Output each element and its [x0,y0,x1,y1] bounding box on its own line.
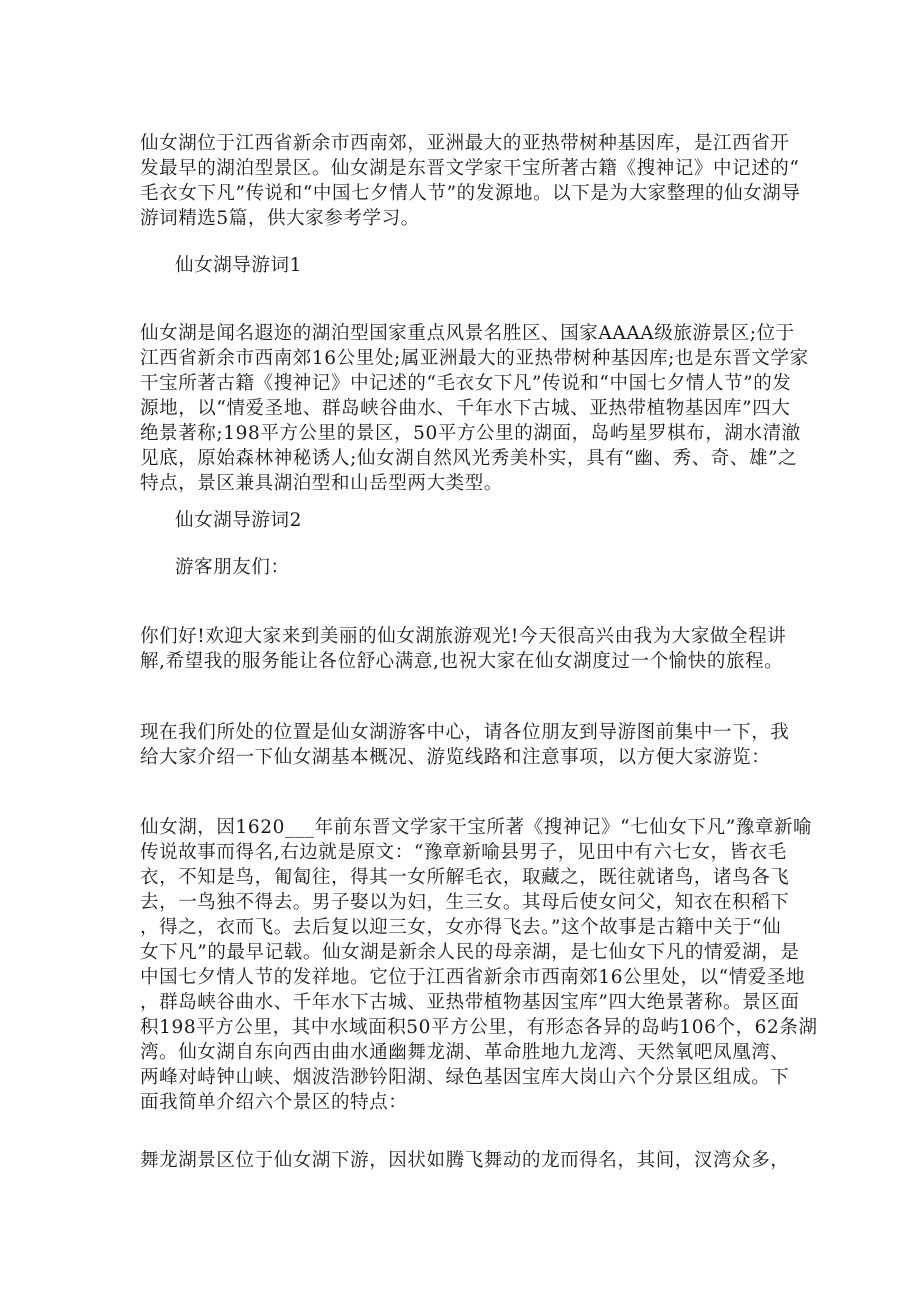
section3-paragraph [140,720,790,770]
greeting-text: 游客朋友们： [175,557,290,578]
heading-text: 仙女湖导游词2 [175,510,302,531]
text-line: 源地，以“情爱圣地、群岛峡谷曲水、千年水下古城、亚热带植物基因库”四大 [140,398,791,419]
section2-paragraph [140,624,790,674]
text-line: 江西省新余市西南郊16公里处;属亚洲最大的亚热带树种基因库;也是东晋文学家 [140,348,809,369]
text-line: 衣，不知是鸟，匍匐往，得其一女所解毛衣，取藏之，既往就诸鸟，诸鸟各飞 [140,867,790,888]
section-heading-2 [175,508,825,533]
text-line: 你们好!欢迎大家来到美丽的仙女湖旅游观光!今天很高兴由我为大家做全程讲 [140,626,787,647]
heading-text: 仙女湖导游词1 [175,255,302,276]
text-line: 仙女湖，因1620___年前东晋文学家干宝所著《搜神记》“七仙女下凡”豫章新喻 [140,817,813,838]
text-line: 毛衣女下凡”传说和“中国七夕情人节”的发源地。以下是为大家整理的仙女湖导 [140,183,801,204]
text-line: 给大家介绍一下仙女湖基本概况、游览线路和注意事项，以方便大家游览： [140,747,771,768]
text-line: 女下凡”的最早记载。仙女湖是新余人民的母亲湖，是七仙女下凡的情爱湖，是 [140,942,800,963]
text-line: 仙女湖位于江西省新余市西南郊，亚洲最大的亚热带树种基因库，是江西省开 [140,133,790,154]
text-line: 中国七夕情人节的发祥地。它位于江西省新余市西南郊16公里处，以“情爱圣地 [140,967,806,988]
section1-paragraph [140,321,809,496]
intro-paragraph [140,131,801,231]
text-line: 舞龙湖景区位于仙女湖下游，因状如腾飞舞动的龙而得名，其间，汊湾众多， [140,1150,790,1171]
text-line: 仙女湖是闻名遐迩的湖泊型国家重点风景名胜区、国家AAAA级旅游景区;位于 [140,323,795,344]
greeting [175,555,825,580]
text-line: 游词精选5篇，供大家参考学习。 [140,208,420,229]
text-line: 去，一鸟独不得去。男子娶以为妇，生三女。其母后使女问父，知衣在积稻下 [140,892,790,913]
text-line: ，得之，衣而飞。去后复以迎三女，女亦得飞去。”这个故事是古籍中关于“仙 [140,917,782,938]
text-line: 两峰对峙钟山峡、烟波浩渺钤阳湖、绿色基因宝库大岗山六个分景区组成。下 [140,1067,790,1088]
text-line: 绝景著称;198平方公里的景区，50平方公里的湖面，岛屿星罗棋布，湖水清澈 [140,423,801,444]
text-line: 干宝所著古籍《搜神记》中记述的“毛衣女下凡”传说和“中国七夕情人节”的发 [140,373,792,394]
section5-paragraph [140,1148,790,1173]
text-line: 见底，原始森林神秘诱人;仙女湖自然风光秀美朴实，具有“幽、秀、奇、雄”之 [140,448,798,469]
text-line: 解,希望我的服务能让各位舒心满意,也祝大家在仙女湖度过一个愉快的旅程。 [140,651,784,672]
text-line: 发最早的湖泊型景区。仙女湖是东晋文学家干宝所著古籍《搜神记》中记述的“ [140,158,800,179]
text-line: 面我简单介绍六个景区的特点： [140,1092,408,1113]
text-line: 积198平方公里，其中水域面积50平方公里，有形态各异的岛屿106个，62条湖 [140,1017,818,1038]
section4-paragraph [140,815,818,1115]
text-line: 特点，景区兼具湖泊型和山岳型两大类型。 [140,473,503,494]
section-heading-1 [175,253,825,278]
text-line: ，群岛峡谷曲水、千年水下古城、亚热带植物基因宝库”四大绝景著称。景区面 [140,992,800,1013]
text-line: 现在我们所处的位置是仙女湖游客中心，请各位朋友到导游图前集中一下，我 [140,722,790,743]
text-line: 传说故事而得名,右边就是原文：“豫章新喻县男子，见田中有六七女，皆衣毛 [140,842,787,863]
text-line: 湾。仙女湖自东向西由曲水通幽舞龙湖、革命胜地九龙湾、天然氧吧凤凰湾、 [140,1042,790,1063]
